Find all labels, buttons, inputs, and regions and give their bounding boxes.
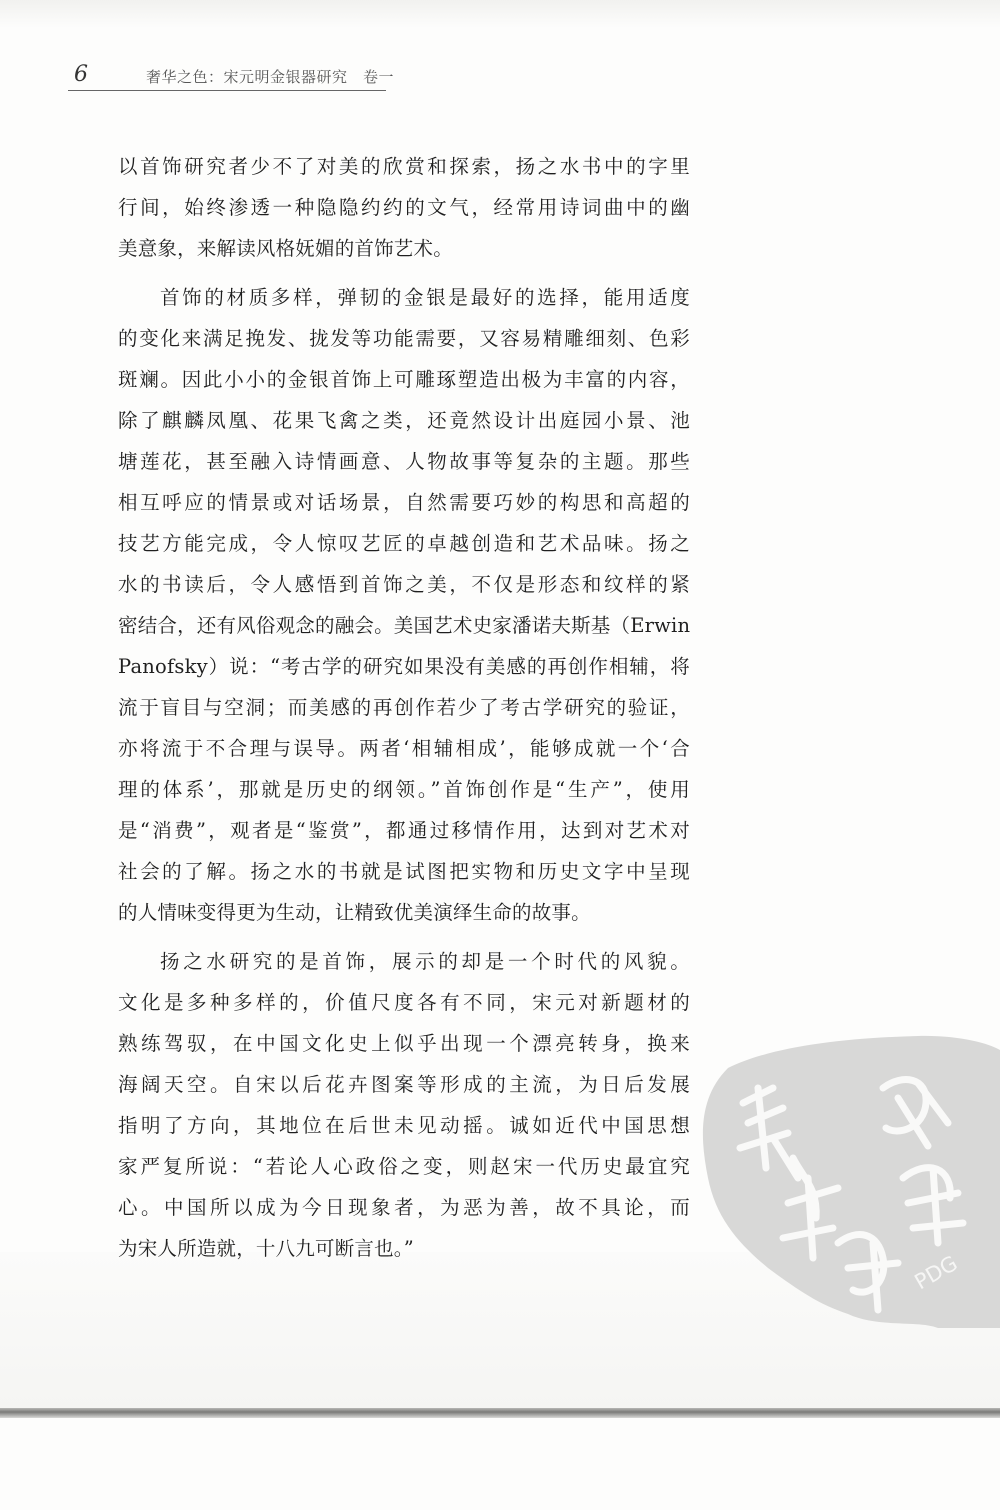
running-head	[68, 60, 398, 96]
text-line: 是“消费”，观者是“鉴赏”，都通过移情作用，达到对艺术对	[118, 819, 690, 842]
text-line: 家严复所说：“若论人心政俗之变，则赵宋一代历史最宜究	[118, 1155, 690, 1178]
text-line: 斑斓。因此小小的金银首饰上可雕琢塑造出极为丰富的内容，	[118, 368, 690, 391]
text-line: 除了麒麟凤凰、花果飞禽之类，还竟然设计出庭园小景、池	[118, 409, 690, 432]
text-line: 社会的了解。扬之水的书就是试图把实物和历史文字中呈现	[118, 860, 690, 883]
text-line: 水的书读后，令人感悟到首饰之美，不仅是形态和纹样的紧	[118, 573, 690, 596]
text-line: 密结合，还有风俗观念的融会。美国艺术史家潘诺夫斯基（Erwin	[118, 614, 691, 637]
text-line: 为宋人所造就，十八九可断言也。”	[118, 1237, 414, 1260]
text-line: 的人情味变得更为生动，让精致优美演绎生命的故事。	[118, 901, 591, 924]
text-line: 首饰的材质多样，弹韧的金银是最好的选择，能用适度	[160, 286, 690, 309]
text-line: 以首饰研究者少不了对美的欣赏和探索，扬之水书中的字里	[118, 155, 690, 178]
page-number: 6	[74, 62, 88, 87]
text-line: 美意象，来解读风格妩媚的首饰艺术。	[118, 237, 453, 260]
text-line: 行间，始终渗透一种隐隐约约的文气，经常用诗词曲中的幽	[118, 196, 690, 219]
text-line: 技艺方能完成，令人惊叹艺匠的卓越创造和艺术品味。扬之	[118, 532, 690, 555]
watermark-text: PDG	[910, 1250, 962, 1295]
text-line: 指明了方向，其地位在后世未见动摇。诚如近代中国思想	[118, 1114, 690, 1137]
text-line: 海阔天空。自宋以后花卉图案等形成的主流，为日后发展	[118, 1073, 690, 1096]
paragraph	[118, 146, 690, 269]
text-line: 流于盲目与空洞；而美感的再创作若少了考古学研究的验证，	[118, 696, 690, 719]
scan-shadow-top	[0, 0, 1000, 28]
text-line: 的变化来满足挽发、拢发等功能需要，又容易精雕细刻、色彩	[118, 327, 690, 350]
text-line: 熟练驾驭，在中国文化史上似乎出现一个漂亮转身，换来	[118, 1032, 690, 1055]
text-line: 塘莲花，甚至融入诗情画意、人物故事等复杂的主题。那些	[118, 450, 690, 473]
paragraph	[118, 277, 690, 933]
text-line: Panofsky）说：“考古学的研究如果没有美感的再创作相辅，将	[118, 655, 690, 678]
watermark-seal	[688, 1028, 1000, 1328]
header-rule	[68, 90, 386, 91]
paragraph-gap	[118, 269, 690, 277]
text-line: 亦将流于不合理与误导。两者‘相辅相成’，能够成就一个‘合	[118, 737, 690, 760]
body-text	[118, 146, 690, 1269]
text-line: 理的体系’，那就是历史的纲领。”首饰创作是“生产”，使用	[118, 778, 690, 801]
text-line: 相互呼应的情景或对话场景，自然需要巧妙的构思和高超的	[118, 491, 690, 514]
scan-bottom-edge	[0, 1408, 1000, 1418]
running-title: 奢华之色：宋元明金银器研究 卷一	[146, 68, 395, 86]
paragraph	[118, 941, 690, 1269]
paragraph-gap	[118, 933, 690, 941]
text-line: 扬之水研究的是首饰，展示的却是一个时代的风貌。	[160, 950, 690, 973]
text-line: 心。中国所以成为今日现象者，为恶为善，故不具论，而	[118, 1196, 690, 1219]
text-line: 文化是多种多样的，价值尺度各有不同，宋元对新题材的	[118, 991, 690, 1014]
